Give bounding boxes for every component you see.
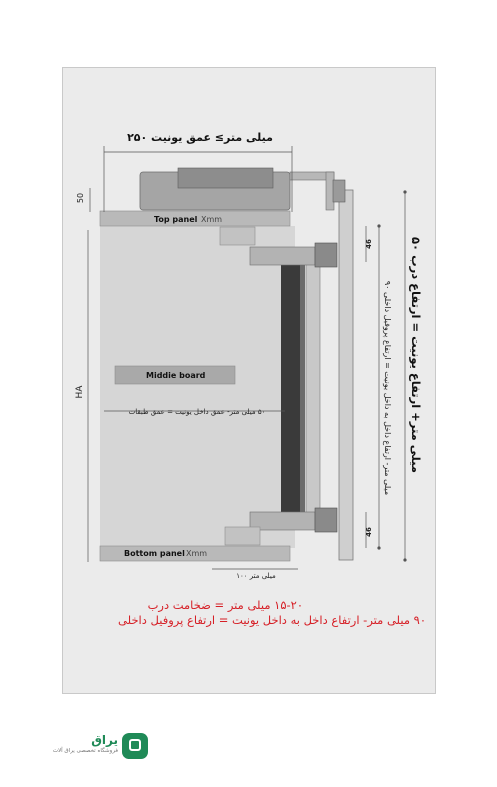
top-panel-x: Xmm <box>201 215 223 224</box>
shelf-depth-label: ۵۰ میلی متر- عمق داخل یونیت = عمق طبقات <box>128 408 266 416</box>
lower-hinge-clamp <box>315 508 337 532</box>
right-46-top-label: 46 <box>365 239 373 249</box>
door-inner-strip <box>306 260 320 526</box>
door-thickness-note: ۱۵-۲۰ میلی متر = ضخامت درب <box>147 598 303 612</box>
door-height-label: ۵۰ میلی متر+ ارتفاع یونیت = ارتفاع درب <box>409 237 423 473</box>
right-46-bottom-label: 46 <box>365 527 373 537</box>
middle-board-label: Middie board <box>146 371 206 380</box>
door-height-tick-top <box>403 190 406 193</box>
logo-name: یراق <box>91 733 118 747</box>
upper-hinge-base <box>250 247 315 265</box>
inner-profile-label: ۹۰ میلی متر- ارتفاع داخل به داخل یونیت = ارتفاع پروفیل داخلی <box>383 280 392 496</box>
door-outer <box>339 190 353 560</box>
top-mechanism-block <box>178 168 273 188</box>
logo-subtitle: فروشگاه تخصصی یراق آلات <box>52 748 118 754</box>
logo-mark-icon <box>122 733 148 759</box>
brand-logo <box>40 733 148 761</box>
upper-hinge-clamp <box>315 243 337 267</box>
upper-hinge-plate <box>220 227 255 245</box>
door-height-tick-bottom <box>403 558 406 561</box>
glass-edge <box>300 262 305 524</box>
ha-label: HA <box>75 385 85 399</box>
inner-profile-tick-top <box>377 224 380 227</box>
bottom-panel-label: Bottom panel <box>124 549 185 558</box>
bottom-100-label: ۱۰۰ میلی متر <box>236 572 276 580</box>
top-clamp <box>333 180 345 202</box>
lower-hinge-plate <box>225 527 260 545</box>
inner-profile-note: ۹۰ میلی متر- ارتفاع داخل به داخل یونیت = ارتفاع پروفیل داخلی <box>118 613 426 627</box>
cabinet-side <box>100 226 295 548</box>
bottom-panel-x: Xmm <box>186 549 208 558</box>
top-panel-label: Top panel <box>154 215 198 224</box>
inner-profile-tick-bottom <box>377 546 380 549</box>
top-50-label: 50 <box>76 192 85 204</box>
top-depth-label: ۲۵۰ میلی متر≥ عمق یونیت <box>127 131 273 144</box>
